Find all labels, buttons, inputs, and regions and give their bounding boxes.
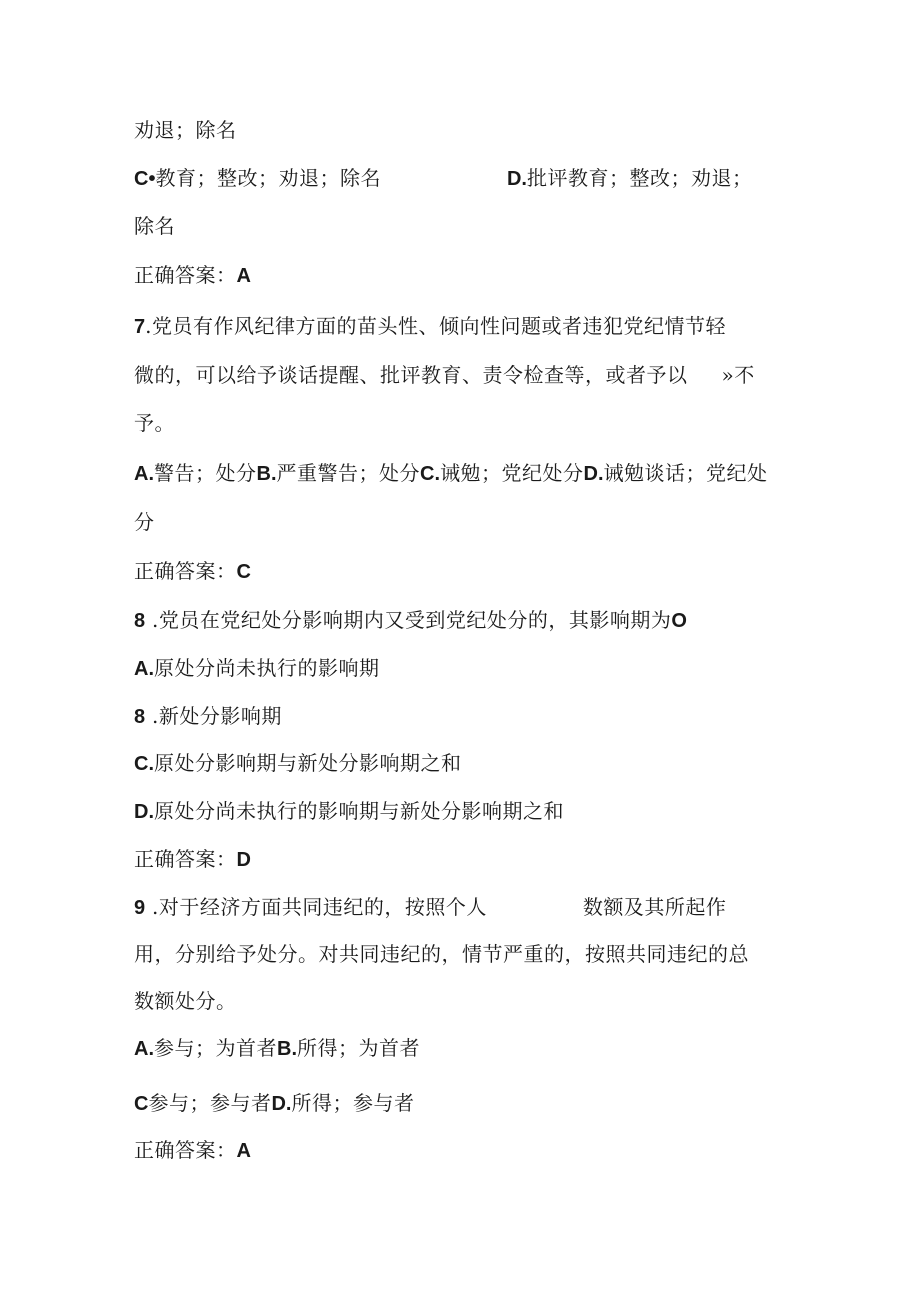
q7-answer-value: C <box>236 561 251 583</box>
q7-option-d-text: 诫勉谈话；党纪处 <box>603 461 768 485</box>
q9-option-b-letter: B. <box>277 1038 297 1060</box>
q8-option-a <box>134 653 810 684</box>
q8-option-b-text: .新处分影响期 <box>151 704 282 728</box>
q8-text: .党员在党纪处分影响期内又受到党纪处分的，其影响期为 <box>151 608 672 632</box>
q9-options-cd <box>134 1088 810 1119</box>
q8-blank-mark: O <box>671 610 687 632</box>
q8-option-d-text: 原处分尚未执行的影响期与新处分影响期之和 <box>154 799 564 823</box>
q8-question <box>134 605 810 636</box>
q9-option-a-letter: A. <box>134 1038 154 1060</box>
q8-option-d-letter: D. <box>134 801 154 823</box>
q9-text-line1a: .对于经济方面共同违纪的，按照个人 <box>151 895 487 919</box>
q8-option-b-letter: 8 <box>134 706 146 728</box>
q6-option-line-wrap <box>134 115 810 145</box>
q7-option-d-wrap-line <box>134 507 810 537</box>
q8-number: 8 <box>134 610 146 632</box>
q9-answer <box>134 1135 810 1166</box>
q7-text-line2b: »不 <box>721 363 755 387</box>
q7-number: 7 <box>134 316 146 338</box>
q8-answer-label: 正确答案： <box>134 847 237 871</box>
q9-option-b-text: 所得；为首者 <box>297 1036 420 1060</box>
q8-option-c <box>134 748 810 779</box>
q8-option-c-text: 原处分影响期与新处分影响期之和 <box>154 751 462 775</box>
q6-option-c-letter: C• <box>134 168 156 190</box>
q6-answer-value: A <box>236 265 251 287</box>
q7-text-line3: 予。 <box>134 411 175 435</box>
q7-options <box>134 458 810 489</box>
q6-option-d-wrap-line <box>134 211 810 241</box>
q6-option-d-letter: D. <box>506 168 527 190</box>
q9-option-c-text: 参与；参与者 <box>148 1091 272 1115</box>
q7-text-line2a: 微的，可以给予谈话提醒、批评教育、责令检查等，或者予以 <box>134 363 688 387</box>
q9-answer-value: A <box>236 1140 251 1162</box>
q9-options-ab <box>134 1033 810 1064</box>
q8-answer-value: D <box>236 849 251 871</box>
q6-answer <box>134 260 810 291</box>
q9-option-c-letter: C <box>134 1093 149 1115</box>
q8-option-d <box>134 796 810 827</box>
q9-text-line1b: 数额及其所起作 <box>582 895 727 919</box>
q9-option-a-text: 参与；为首者 <box>154 1036 277 1060</box>
q7-question-line3 <box>134 408 810 438</box>
q8-option-b <box>134 701 810 732</box>
q9-option-d-letter: D. <box>271 1093 292 1115</box>
q7-option-c-letter: C. <box>420 463 440 485</box>
q7-option-b-letter: B. <box>256 463 277 485</box>
q7-option-d-wrap: 分 <box>134 510 155 534</box>
q7-answer-label: 正确答案： <box>134 559 237 583</box>
q7-option-b-text: 严重警告；处分 <box>276 461 420 485</box>
q9-answer-label: 正确答案： <box>134 1138 237 1162</box>
q8-answer <box>134 844 810 875</box>
q9-question-line3 <box>134 986 810 1016</box>
q7-question-line1 <box>134 311 810 342</box>
q7-option-c-text: 诫勉；党纪处分 <box>440 461 584 485</box>
q9-text-line2: 用，分别给予处分。对共同违纪的，情节严重的，按照共同违纪的总 <box>134 942 749 966</box>
q6-options-cd <box>134 163 810 194</box>
q9-question-line1 <box>134 892 810 923</box>
q7-text-line1: .党员有作风纪律方面的苗头性、倾向性问题或者违犯党纪情节轻 <box>145 314 726 338</box>
q7-question-line2 <box>134 360 810 390</box>
q8-option-a-letter: A. <box>134 658 154 680</box>
q6-option-c-text: 教育；整改；劝退；除名 <box>155 166 381 190</box>
q7-option-d-letter: D. <box>583 463 604 485</box>
q8-option-c-letter: C. <box>134 753 154 775</box>
q8-option-a-text: 原处分尚未执行的影响期 <box>154 656 380 680</box>
q9-text-line3: 数额处分。 <box>134 989 237 1013</box>
q6-option-d-text: 批评教育；整改；劝退； <box>526 166 753 190</box>
q6-text: 劝退；除名 <box>134 118 237 142</box>
q9-question-line2 <box>134 939 810 969</box>
q7-option-a-text: 警告；处分 <box>154 461 257 485</box>
q9-number: 9 <box>134 897 146 919</box>
q6-option-d-wrap: 除名 <box>134 214 175 238</box>
q7-answer <box>134 556 810 587</box>
q9-option-d-text: 所得；参与者 <box>291 1091 415 1115</box>
q6-answer-label: 正确答案： <box>134 263 237 287</box>
q7-option-a-letter: A. <box>134 463 154 485</box>
